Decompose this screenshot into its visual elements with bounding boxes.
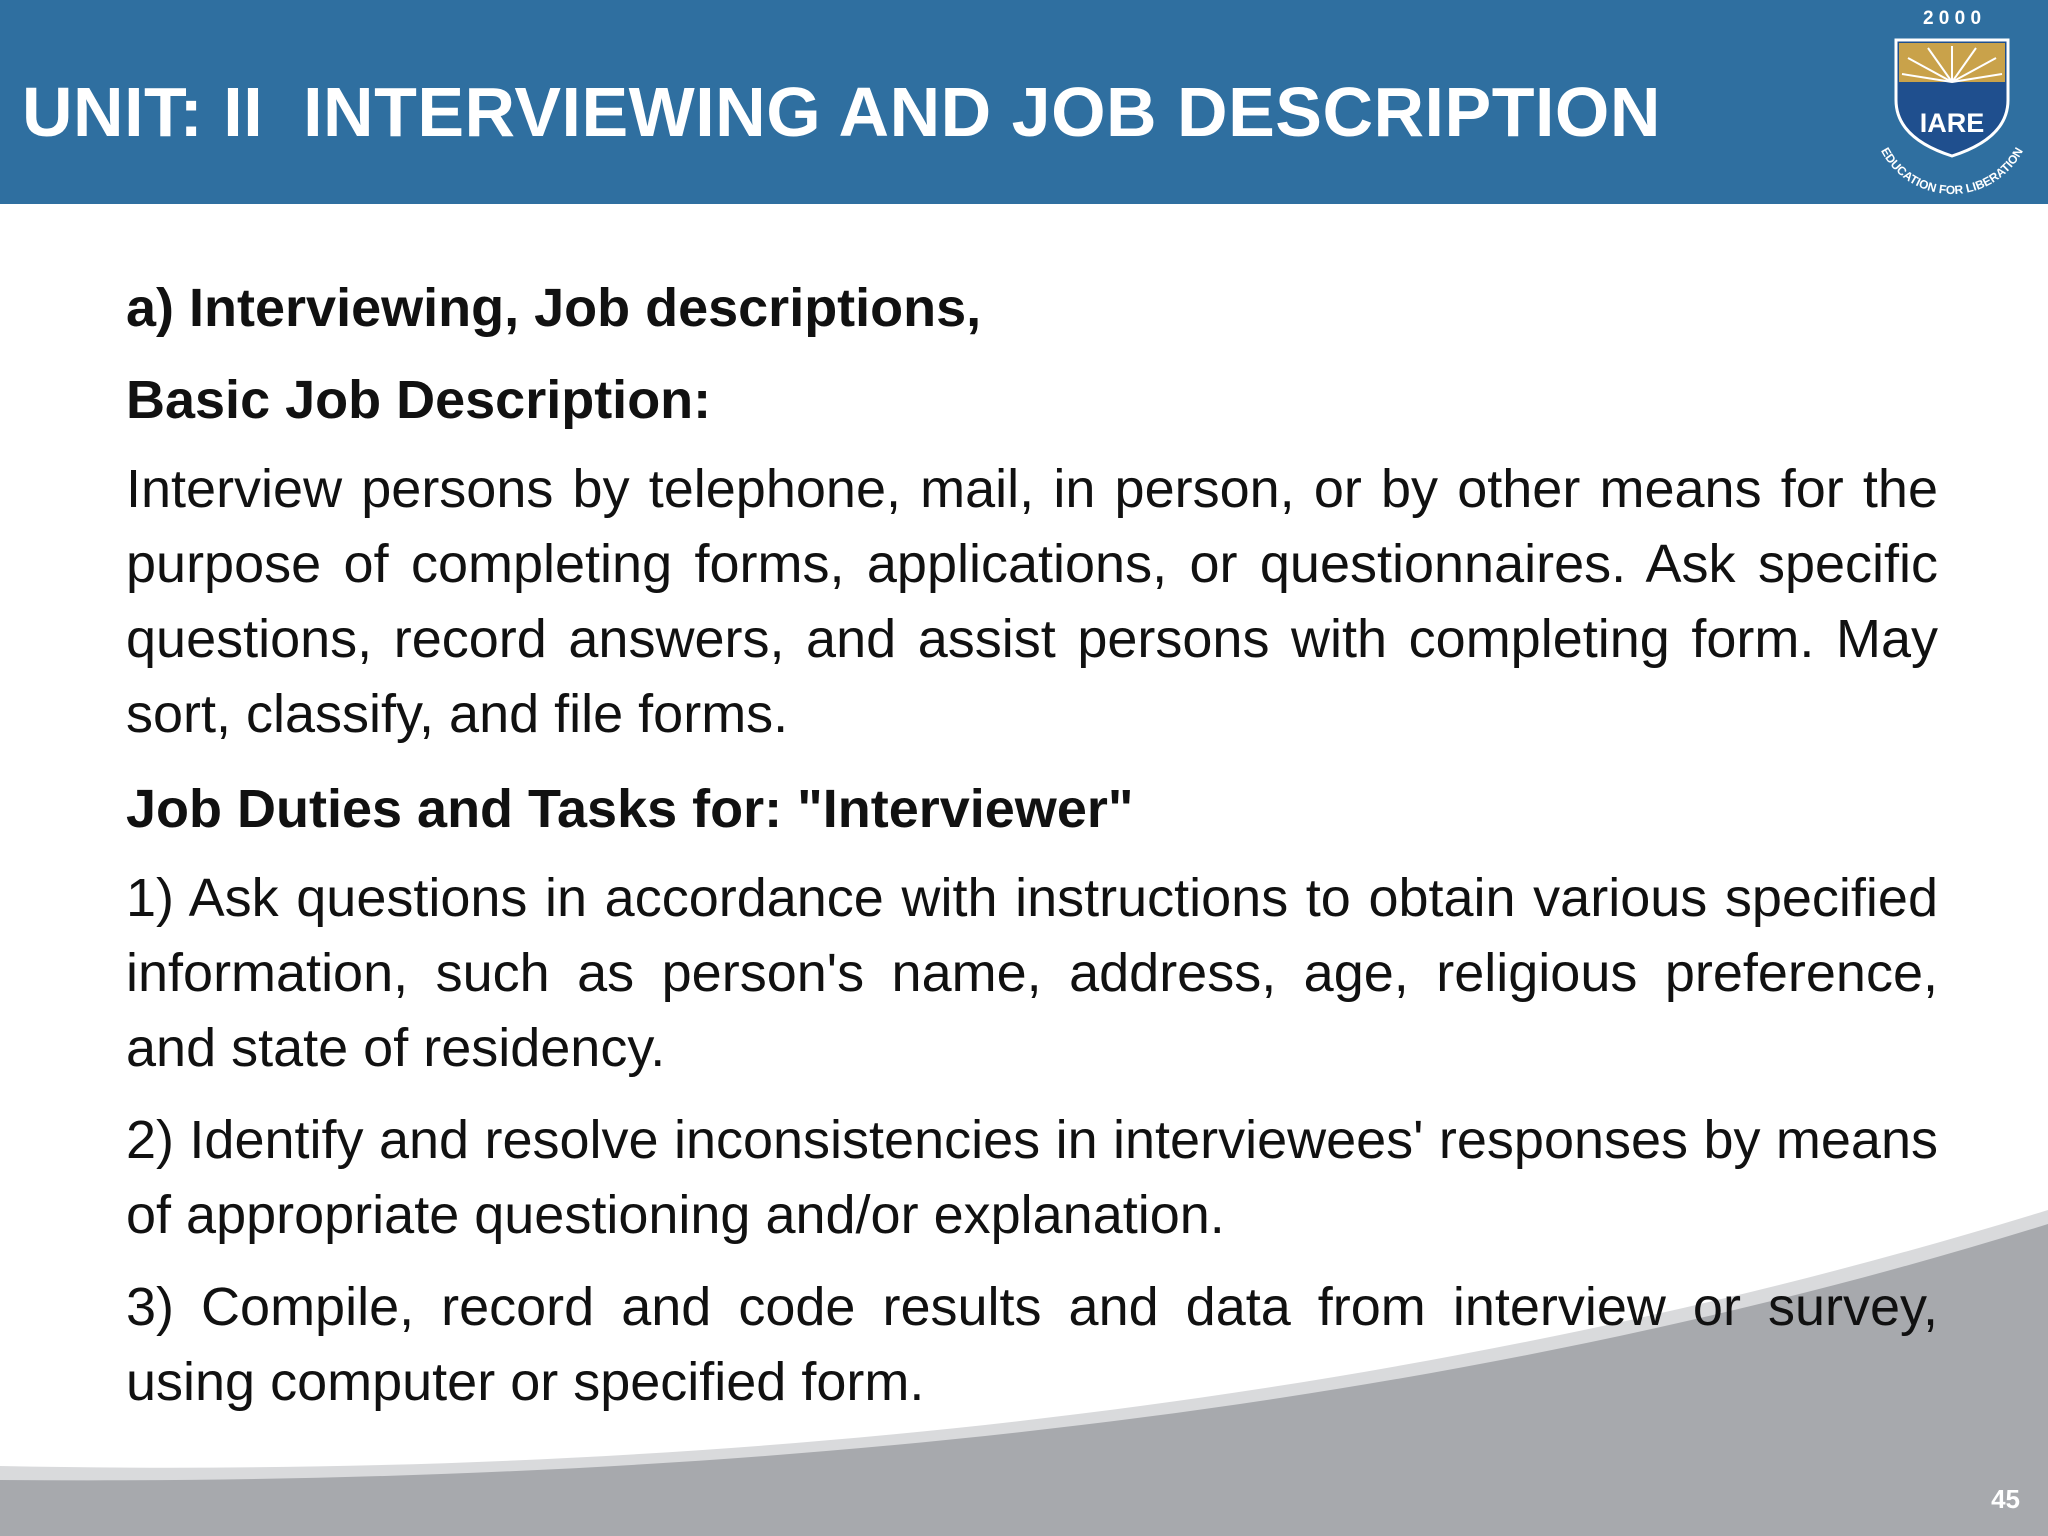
logo-motto: EDUCATION FOR LIBERATION [1878, 145, 2026, 198]
logo-name: IARE [1919, 108, 1985, 138]
section-heading-job-duties: Job Duties and Tasks for: "Interviewer" [126, 779, 1134, 839]
section-heading-basic-job-description: Basic Job Description: [126, 370, 712, 430]
job-description-paragraph: Interview persons by telephone, mail, in person, or by other means for the purpose of completing forms, applications, or questionnaires. Ask specific questions, record answers, and assist persons with completing form. May sort, classify, and file forms. [126, 459, 1938, 744]
section-heading-interviewing: a) Interviewing, Job descriptions, [126, 278, 982, 338]
slide-body [126, 268, 1938, 1437]
title-bar [0, 0, 2048, 204]
duty-item-2: 2) Identify and resolve inconsistencies in interviewees' responses by means of appropriate questioning and/or explanation. [126, 1110, 1938, 1245]
duty-item-1: 1) Ask questions in accordance with instructions to obtain various specified information, such as person's name, address, age, religious preference, and state of residency. [126, 868, 1938, 1078]
iare-logo [1856, 2, 2048, 202]
slide-title: UNIT: II INTERVIEWING AND JOB DESCRIPTION [22, 73, 1661, 151]
duty-item-3: 3) Compile, record and code results and data from interview or survey, using computer or specified form. [126, 1277, 1938, 1412]
page-number: 45 [1991, 1484, 2020, 1514]
logo-year: 2 0 0 0 [1922, 8, 1982, 29]
